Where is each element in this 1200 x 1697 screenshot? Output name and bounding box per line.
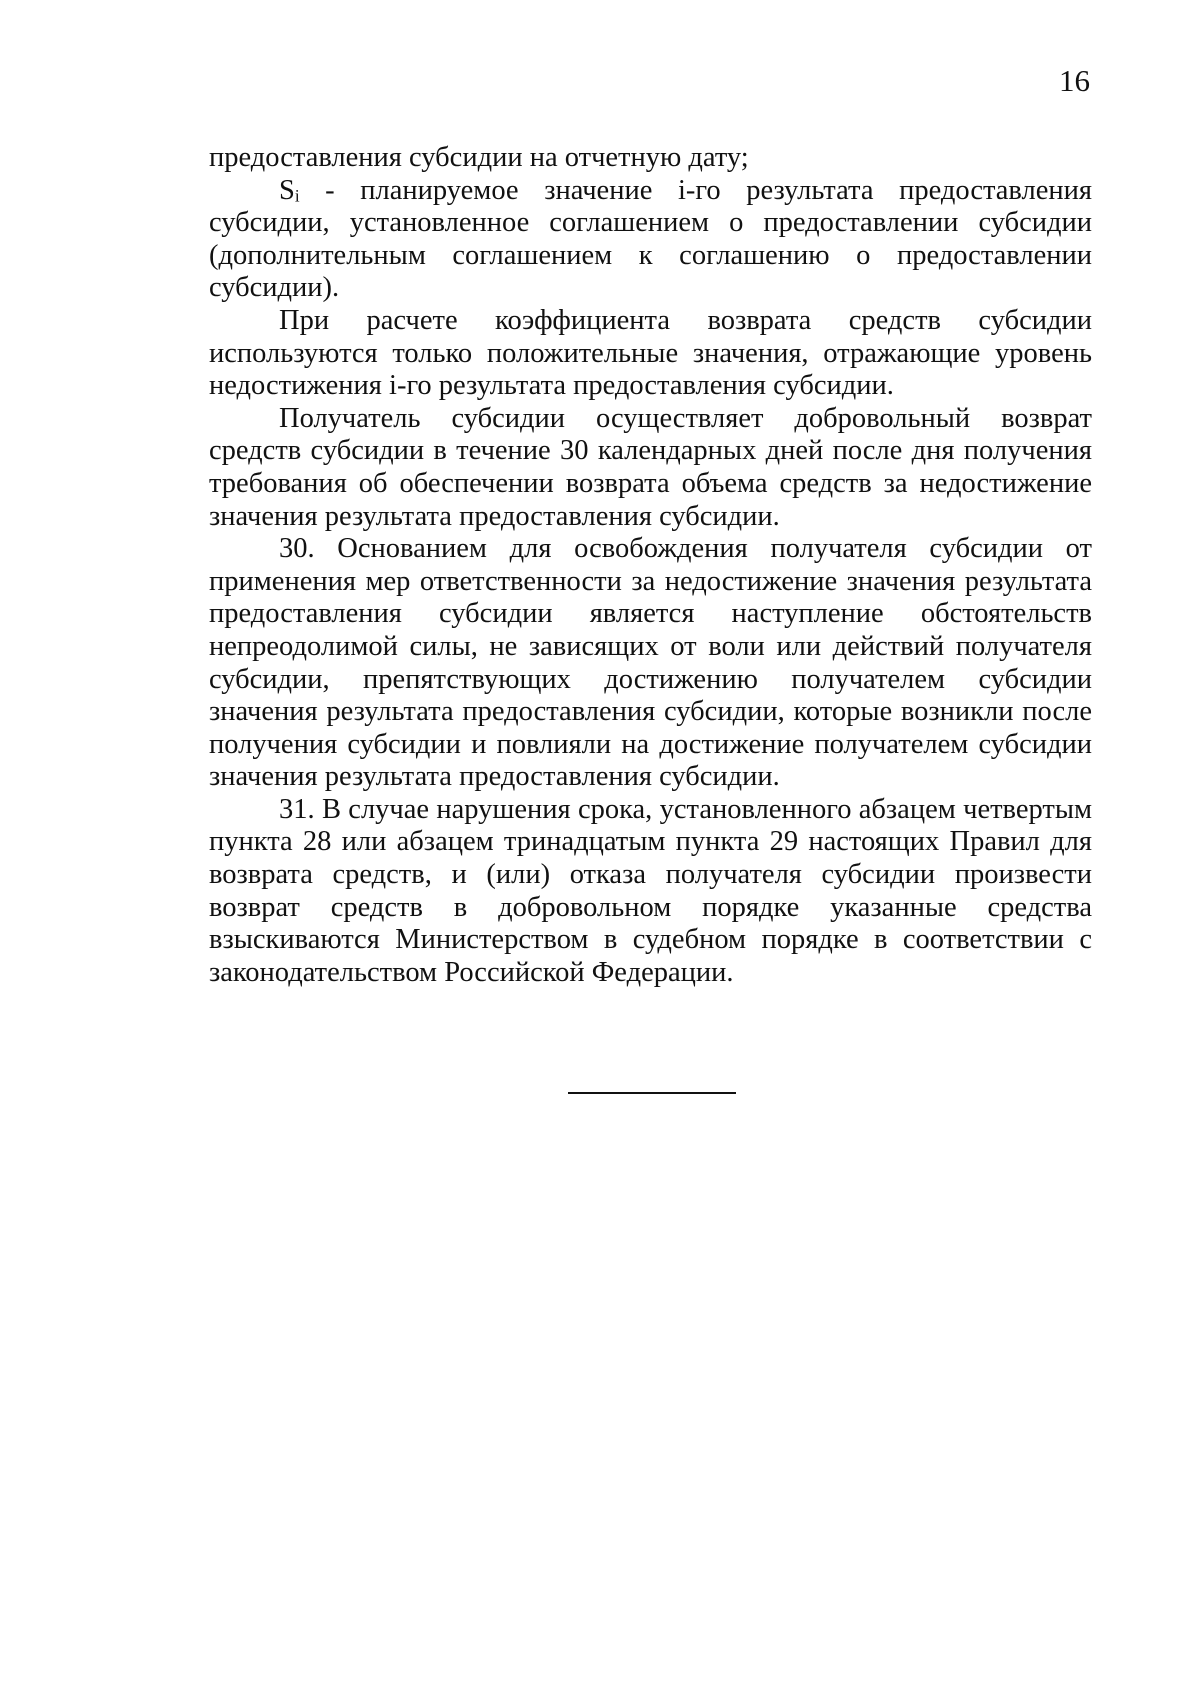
paragraph-voluntary-return: Получатель субсидии осуществляет добровольный возврат средств субсидии в течение 30 календарных дней после дня получения требования об обеспечении возврата объема средств за недостижение значения результата предоставления субсидии. [209,402,1092,532]
page-number: 16 [1059,63,1090,98]
paragraph-item-30: 30. Основанием для освобождения получателя субсидии от применения мер ответственности за недостижение значения результата предоставления субсидии является наступление обстоятельств непреодолимой силы, не зависящих от воли или действий получателя субсидии, препятствующих достижению получателем субсидии значения результата предоставления субсидии, которые возникли после получения субсидии и повлияли на достижение получателем субсидии значения результата предоставления субсидии. [209,533,1092,793]
end-divider [568,1092,736,1094]
paragraph-item-31: 31. В случае нарушения срока, установленного абзацем четвертым пункта 28 или абзацем тринадцатым пункта 29 настоящих Правил для возврата средств, и (или) отказа получателя субсидии произвести возврат средств в добровольном порядке указанные средства взыскиваются Министерством в судебном порядке в соответствии с законодательством Российской Федерации. [209,793,1092,988]
document-body [209,142,1092,989]
paragraph-continuation: предоставления субсидии на отчетную дату; [209,142,749,173]
paragraph-positive-values: При расчете коэффициента возврата средств субсидии используются только положительные значения, отражающие уровень недостижения i-го результата предоставления субсидии. [209,304,1092,402]
paragraph-si-definition: Sᵢ - планируемое значение i-го результата предоставления субсидии, установленное соглашением о предоставлении субсидии (дополнительным соглашением к соглашению о предоставлении субсидии). [209,174,1092,304]
